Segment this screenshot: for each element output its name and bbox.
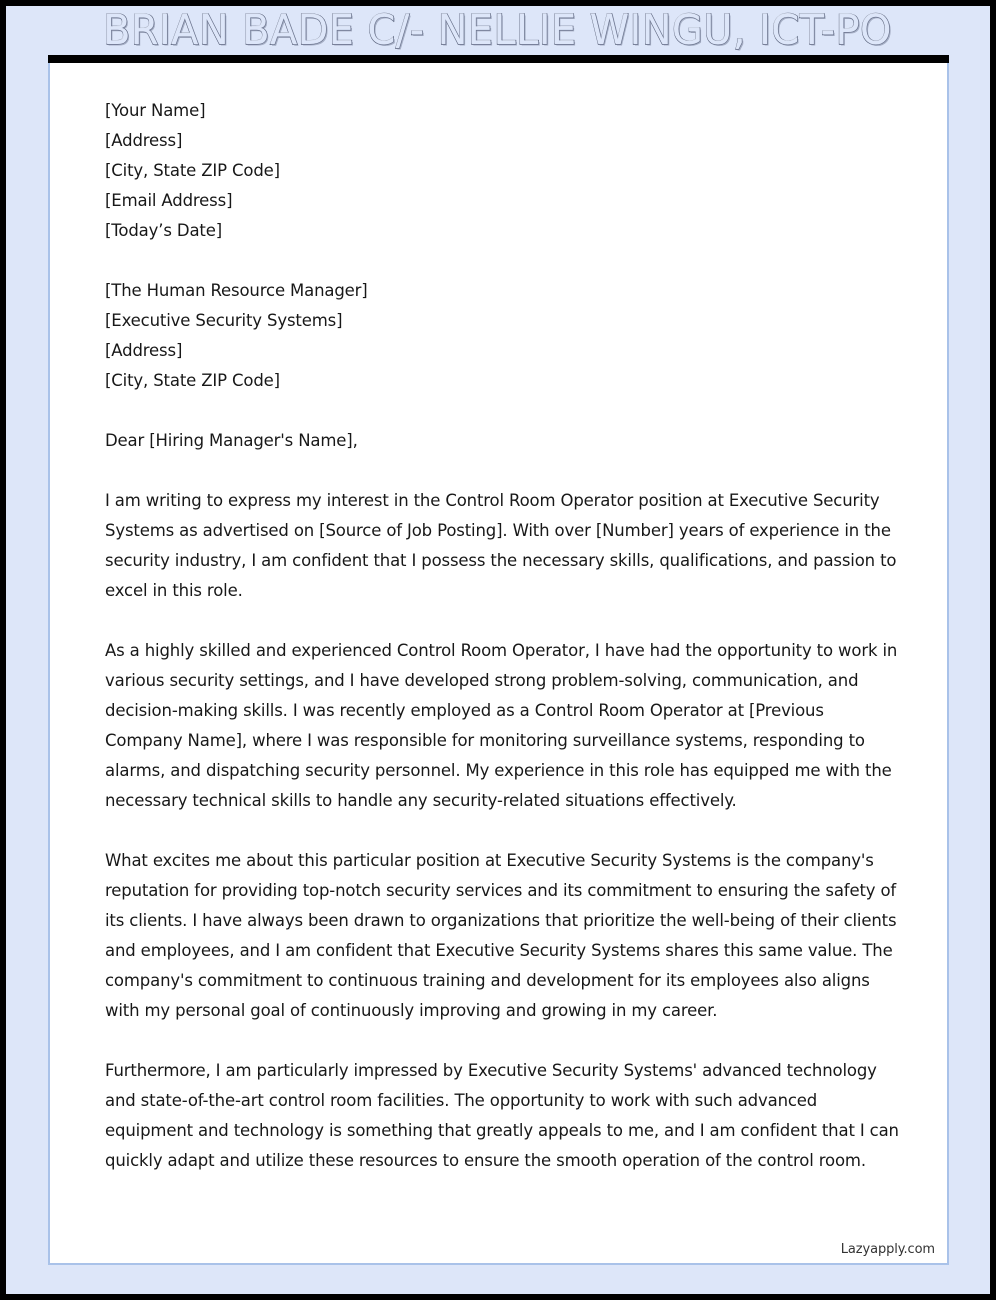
letter-paragraph: I am writing to express my interest in the Control Room Operator position at Executive Security Systems as advertised on [Source of Job Posting]. With over [Number] years of experience in the security industry, I am confident that I possess the necessary skills, qualifications, and passion to excel in this role. bbox=[105, 491, 897, 600]
lazyapply-watermark: Lazyapply.com bbox=[840, 1242, 935, 1257]
recipient-address-block bbox=[105, 276, 905, 396]
sender-line: [Today’s Date] bbox=[105, 221, 223, 240]
recipient-line: [The Human Resource Manager] bbox=[105, 281, 368, 300]
title-underline-rule bbox=[48, 55, 949, 63]
recipient-line: [Executive Security Systems] bbox=[105, 311, 343, 330]
letter-paragraph: As a highly skilled and experienced Control Room Operator, I have had the opportunity to work in various security settings, and I have developed strong problem-solving, communication, and decision-making skills. I was recently employed as a Control Room Operator at [Previous Company Name], where I was responsible for monitoring surveillance systems, responding to alarms, and dispatching security personnel. My experience in this role has equipped me with the necessary technical skills to handle any security-related situations effectively. bbox=[105, 641, 898, 810]
sender-line: [Email Address] bbox=[105, 191, 233, 210]
document-panel bbox=[6, 6, 990, 1294]
sender-line: [City, State ZIP Code] bbox=[105, 161, 280, 180]
cover-letter-body bbox=[105, 96, 905, 1176]
letter-paragraph: Furthermore, I am particularly impressed by Executive Security Systems' advanced technology and state-of-the-art control room facilities. The opportunity to work with such advanced equipment and technology is something that greatly appeals to me, and I am confident that I can quickly adapt and utilize these resources to ensure the smooth operation of the control room. bbox=[105, 1061, 899, 1170]
document-banner bbox=[6, 6, 990, 55]
sender-address-block bbox=[105, 96, 905, 246]
letter-page bbox=[48, 63, 949, 1265]
recipient-line: [City, State ZIP Code] bbox=[105, 371, 280, 390]
sender-line: [Address] bbox=[105, 131, 183, 150]
page-title: BRIAN BADE C/- NELLIE WINGU, ICT-PO bbox=[103, 6, 893, 54]
letter-paragraph: What excites me about this particular position at Executive Security Systems is the company's reputation for providing top-notch security services and its commitment to ensuring the safety of its clients. I have always been drawn to organizations that prioritize the well-being of their clients and employees, and I am confident that Executive Security Systems shares this same value. The company's commitment to continuous training and development for its employees also aligns with my personal goal of continuously improving and growing in my career. bbox=[105, 851, 897, 1020]
salutation: Dear [Hiring Manager's Name], bbox=[105, 431, 358, 450]
sender-line: [Your Name] bbox=[105, 101, 206, 120]
recipient-line: [Address] bbox=[105, 341, 183, 360]
